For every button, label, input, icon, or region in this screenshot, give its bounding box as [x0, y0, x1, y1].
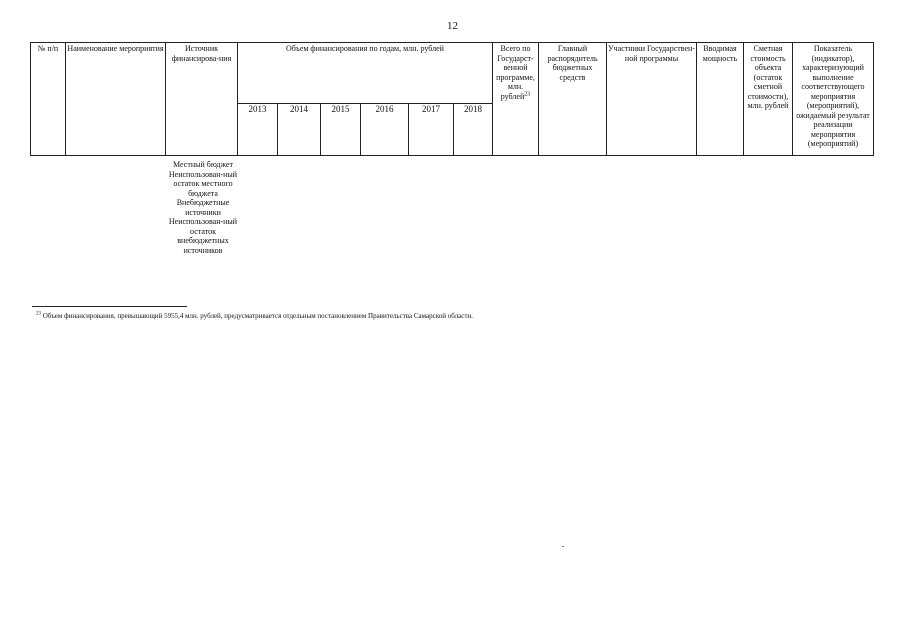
- header-total-label: Всего по Государст-венной программе, млн. рублей: [496, 44, 535, 101]
- header-participants: Участники Государствен-ной программы: [607, 43, 697, 156]
- footnote-rule: [32, 306, 187, 307]
- source-extrabudgetary: Внебюджетные источники: [176, 198, 230, 217]
- header-num: № п/п: [31, 43, 66, 156]
- scan-speck: [562, 546, 564, 547]
- header-indicator: Показатель (индикатор), характеризующий выполнение соответствующего мероприятия (мероприятий), ожидаемый результат реализации мероприятия (мероприятий): [793, 43, 874, 156]
- year-2013: 2013: [238, 103, 278, 155]
- year-2014: 2014: [278, 103, 321, 155]
- footnote-text: Объем финансирования, превышающий 5955,4 млн. рублей, предусматривается отдельным постановлением Правительства Самарской области.: [42, 312, 473, 320]
- source-local-budget: Местный бюджет: [173, 160, 233, 169]
- header-manager: Главный распорядитель бюджетных средств: [539, 43, 607, 156]
- year-2016: 2016: [361, 103, 409, 155]
- footnote-sup: 23: [36, 311, 41, 317]
- year-2015: 2015: [321, 103, 361, 155]
- header-source: Источник финансирова-ния: [166, 43, 238, 156]
- year-2018: 2018: [454, 103, 493, 155]
- header-name: Наименование мероприятия: [66, 43, 166, 156]
- funding-table: [30, 42, 874, 156]
- footnote: [36, 312, 473, 320]
- header-funding-group: Объем финансирования по годам, млн. рублей: [238, 43, 493, 104]
- header-capacity: Вводимая мощность: [697, 43, 744, 156]
- header-total-sup: 23: [524, 90, 531, 97]
- header-estimate: Сметная стоимость объекта (остаток сметной стоимости), млн. рублей: [744, 43, 793, 156]
- page-number: 12: [447, 20, 458, 32]
- source-extrabudgetary-remainder: Неиспользован-ный остаток внебюджетных источников: [168, 217, 238, 255]
- header-total: [493, 43, 539, 156]
- source-local-budget-remainder: Неиспользован-ный остаток местного бюджета: [168, 169, 238, 198]
- funding-sources-list: [166, 160, 240, 255]
- year-2017: 2017: [409, 103, 454, 155]
